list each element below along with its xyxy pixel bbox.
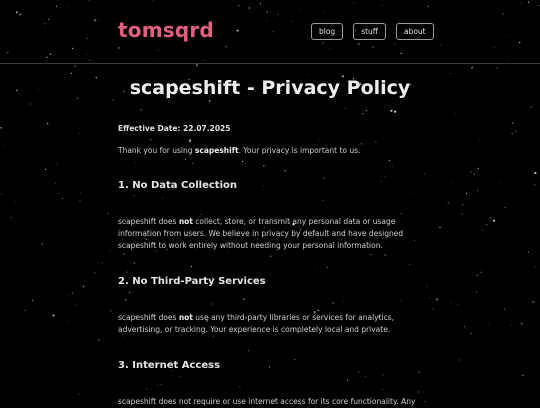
section-heading-internet-access: 3. Internet Access (118, 360, 221, 371)
top-nav (311, 23, 434, 40)
page-title: scapeshift - Privacy Policy (129, 77, 411, 99)
site-header (0, 0, 540, 64)
site-logo-link[interactable]: tomsqrd (118, 18, 214, 42)
section-heading-no-data-collection: 1. No Data Collection (118, 180, 237, 191)
nav-blog-button[interactable]: blog (311, 23, 343, 40)
section-body-no-third-party: scapeshift does not use any third-party libraries or services for analytics, advertising, or tracking. Your experience is completely local and private. (118, 313, 395, 334)
section-heading-no-third-party: 2. No Third-Party Services (118, 276, 266, 287)
intro-text: Thank you for using scapeshift. Your privacy is important to us. (118, 146, 361, 155)
nav-stuff-button[interactable]: stuff (353, 23, 386, 40)
app-name: scapeshift (194, 146, 239, 155)
section-body-internet-access: scapeshift does not require or use internet access for its core functionality. Any (118, 397, 416, 406)
nav-about-button[interactable]: about (396, 23, 434, 40)
section-body-no-data-collection: scapeshift does not collect, store, or transmit any personal data or usage information from users. We believe in privacy by default and have designed scapeshift to work entirely without needing your personal information. (118, 217, 404, 250)
effective-date: Effective Date: 22.07.2025 (118, 124, 231, 133)
